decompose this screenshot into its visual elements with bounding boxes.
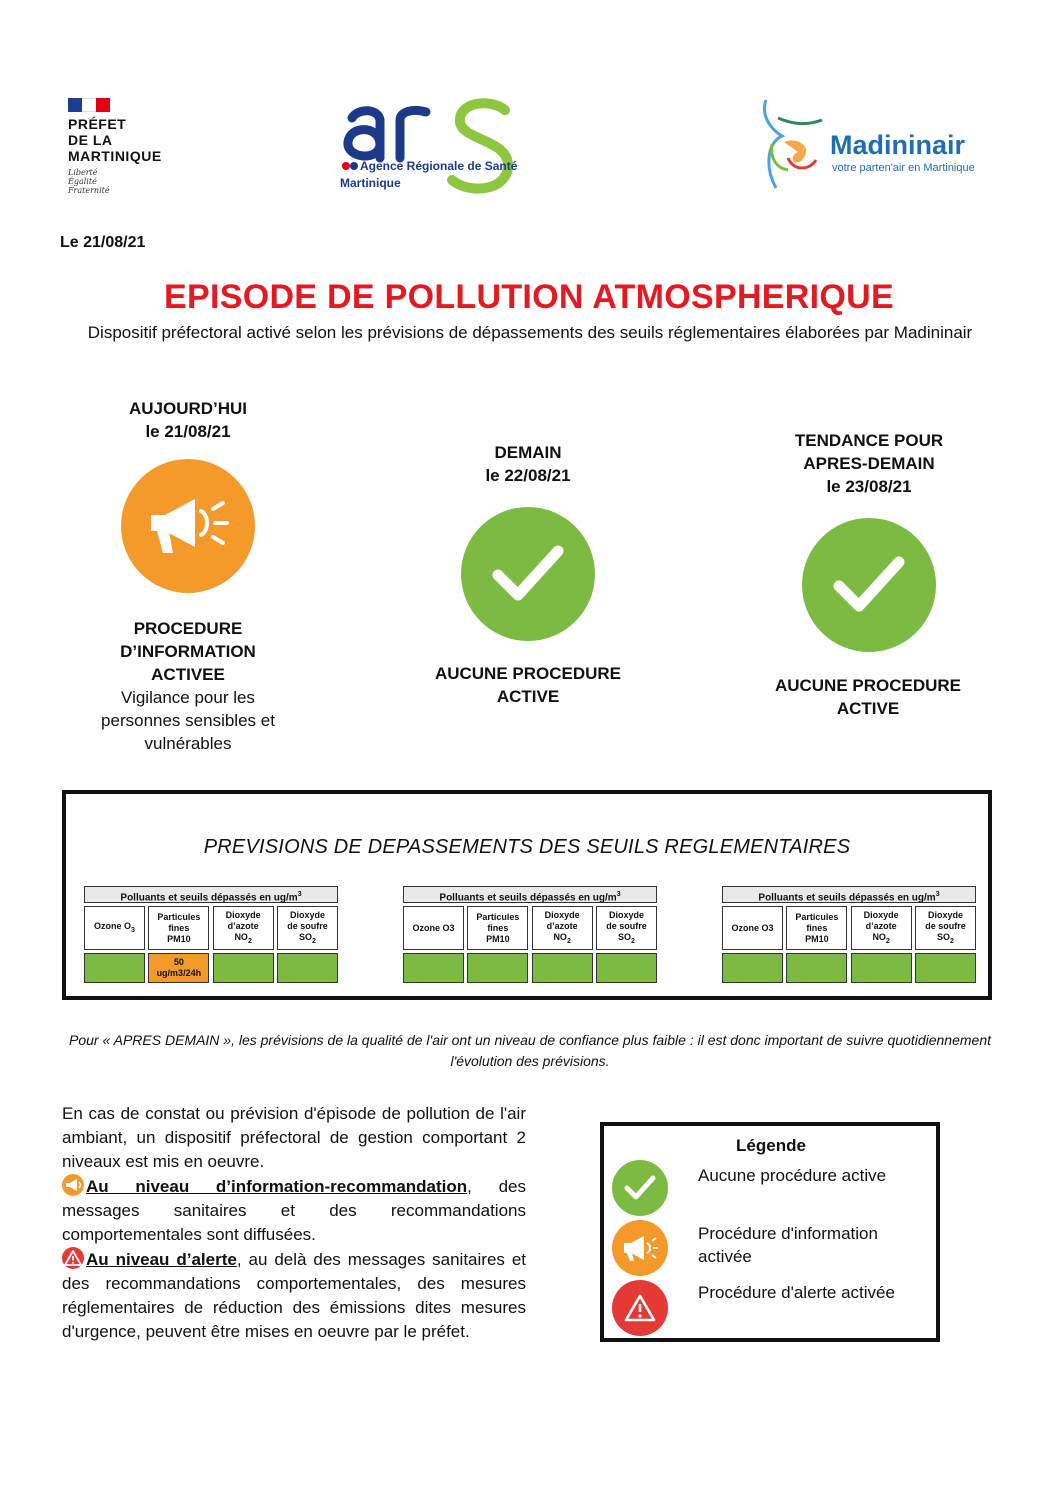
check-icon	[488, 539, 568, 609]
pollutant-value-cell	[403, 953, 464, 983]
legend-box	[600, 1122, 940, 1342]
level2-text: , au delà des messages sanitaires et des recommandations comportementales, des mesures réglementaires de réduction des émissions dites mesures d'urgence, peuvent être mises en oeuvre par le préfet.	[62, 1250, 526, 1341]
day-result-tomorrow	[406, 662, 650, 708]
col-line: PM10	[486, 933, 510, 944]
col-line: Dioxyde	[863, 909, 899, 920]
pollutant-col-so2	[596, 906, 657, 950]
pollutant-value-cell	[277, 953, 338, 983]
explanation-text	[62, 1102, 526, 1344]
day-heading-line: DEMAIN	[494, 443, 562, 462]
col-sub: 2	[247, 937, 252, 945]
day-column-today	[86, 397, 290, 443]
pollutant-value-cell	[467, 953, 528, 983]
french-flag-icon	[68, 98, 110, 112]
pollutant-value-cell	[851, 953, 912, 983]
legend-megaphone-circle	[612, 1220, 668, 1276]
pollutant-value-cell	[596, 953, 657, 983]
legend-label	[698, 1222, 878, 1268]
legend-label: Procédure d'alerte activée	[698, 1283, 895, 1302]
warning-icon	[62, 1247, 84, 1269]
col-line: PM10	[805, 933, 829, 944]
day-column-tomorrow	[426, 441, 630, 487]
day-heading-line: AUJOURD’HUI	[128, 399, 248, 418]
pollutant-col-pm10	[786, 906, 847, 950]
pollutant-value-cell	[786, 953, 847, 983]
madininair-logo	[758, 96, 998, 196]
explanation-intro: En cas de constat ou prévision d'épisode de pollution de l'air ambiant, un dispositif préfectoral de gestion comportant 2 niveaux est mis en oeuvre.	[62, 1104, 526, 1171]
day-heading-date: le 23/08/21	[826, 477, 912, 496]
day-result-after-tomorrow	[746, 674, 990, 720]
day-result-line: D’INFORMATION	[120, 642, 256, 661]
day-detail-line: vulnérables	[144, 734, 232, 753]
header-sup: 3	[935, 891, 940, 898]
legend-label-line: activée	[698, 1247, 752, 1266]
col-line: fines	[806, 922, 828, 933]
col-sub: 2	[885, 937, 890, 945]
day-heading-line: APRES-DEMAIN	[803, 454, 935, 473]
legend-title: Légende	[736, 1136, 806, 1155]
megaphone-icon	[62, 1174, 84, 1196]
col-line: de soufre	[925, 920, 966, 931]
page-subtitle: Dispositif préfectoral activé selon les prévisions de dépassements des seuils réglementaires élaborées par Madininair	[87, 323, 973, 342]
day-heading-date: le 22/08/21	[485, 466, 571, 485]
pollutant-table-header	[403, 886, 657, 903]
pollutant-value-cell	[213, 953, 274, 983]
header-text: Polluants et seuils dépassés en ug/m	[758, 892, 936, 904]
pollutant-col-pm10	[148, 906, 209, 950]
day-result-line: ACTIVE	[836, 699, 900, 718]
legend-label: Aucune procédure active	[698, 1166, 887, 1185]
col-line: NO	[553, 931, 567, 942]
col-line: fines	[168, 922, 190, 933]
day-result-line: PROCEDURE	[133, 619, 243, 638]
day-result-line: AUCUNE PROCEDURE	[434, 664, 622, 683]
pollutant-col-ozone: Ozone O3	[403, 906, 464, 950]
day-result-line: ACTIVE	[496, 687, 560, 706]
day-result-today	[76, 617, 300, 755]
header-sup: 3	[616, 891, 621, 898]
col-sub: 3	[131, 926, 135, 934]
col-line: d’azote	[227, 920, 259, 931]
prefet-line: DE LA	[68, 132, 113, 148]
day-heading-date: le 21/08/21	[145, 422, 231, 441]
col-line: de soufre	[606, 920, 647, 931]
pollutant-value-cell	[532, 953, 593, 983]
status-circle-tomorrow	[461, 507, 595, 641]
col-sub: 2	[312, 937, 316, 945]
madininair-name: Madininair	[830, 130, 966, 160]
pollutant-col-so2	[277, 906, 338, 950]
day-detail-line: Vigilance pour les	[121, 688, 255, 707]
col-line: fines	[487, 922, 509, 933]
col-line: SO	[937, 931, 951, 942]
forecast-title: PREVISIONS DE DEPASSEMENTS DES SEUILS REGLEMENTAIRES	[203, 836, 851, 858]
col-line: Dioxyde	[608, 909, 644, 920]
pollutant-table-tomorrow	[403, 886, 657, 983]
col-line: SO	[618, 931, 632, 942]
pollutant-col-no2	[532, 906, 593, 950]
megaphone-icon	[620, 1232, 660, 1264]
forecast-panel	[62, 790, 992, 1000]
pollutant-value-cell	[722, 953, 783, 983]
pollutant-table-today	[84, 886, 338, 983]
madininair-bird-icon	[758, 96, 828, 196]
col-line: de soufre	[287, 920, 328, 931]
status-circle-today	[121, 459, 255, 593]
col-line: Ozone O	[94, 920, 132, 931]
pollutant-value-cell	[84, 953, 145, 983]
level2-label: Au niveau d’alerte	[86, 1250, 237, 1269]
pollutant-col-no2	[851, 906, 912, 950]
level1-text: , des messages sanitaires et des recommandations comportementales sont diffusées.	[62, 1177, 526, 1244]
check-icon	[829, 550, 909, 620]
prefet-logo	[68, 98, 198, 195]
prefet-motto-line: Égalité	[68, 177, 97, 186]
ars-region-name: Martinique	[340, 176, 401, 190]
level1-label: Au niveau d’information-recommandation	[86, 1177, 468, 1196]
confidence-note: Pour « APRES DEMAIN », les prévisions de la qualité de l'air ont un niveau de confiance plus faible : il est donc important de suivre quotidiennement l'évolution des prévisions.	[68, 1032, 991, 1069]
prefet-line: PRÉFET	[68, 116, 127, 132]
col-line: d’azote	[865, 920, 897, 931]
day-column-after-tomorrow	[764, 429, 974, 498]
col-line: PM10	[167, 933, 191, 944]
col-line: NO	[234, 931, 248, 942]
check-icon	[622, 1172, 658, 1204]
warning-icon	[622, 1292, 658, 1324]
col-line: Dioxyde	[544, 909, 580, 920]
header-sup: 3	[297, 891, 302, 898]
legend-label-line: Procédure d'information	[698, 1224, 878, 1243]
header-text: Polluants et seuils dépassés en ug/m	[439, 892, 617, 904]
pollutant-col-no2	[213, 906, 274, 950]
day-result-line: AUCUNE PROCEDURE	[774, 676, 962, 695]
prefet-motto-line: Liberté	[68, 168, 98, 177]
prefet-motto-line: Fraternité	[68, 186, 110, 195]
page-title: EPISODE DE POLLUTION ATMOSPHERIQUE	[164, 278, 894, 316]
col-line: SO	[299, 931, 313, 942]
col-sub: 2	[566, 937, 571, 945]
col-line: Particules	[795, 911, 839, 922]
pollutant-col-ozone	[84, 906, 145, 950]
prefet-line: MARTINIQUE	[68, 148, 162, 164]
status-circle-after-tomorrow	[802, 518, 936, 652]
day-detail-line: personnes sensibles et	[101, 711, 275, 730]
col-line: Dioxyde	[225, 909, 261, 920]
legend-check-circle	[612, 1160, 668, 1216]
col-sub: 2	[950, 937, 954, 945]
pollutant-col-so2	[915, 906, 976, 950]
col-sub: 2	[631, 937, 635, 945]
col-line: Dioxyde	[289, 909, 325, 920]
pollutant-col-ozone: Ozone O3	[722, 906, 783, 950]
bulletin-date: Le 21/08/21	[60, 234, 146, 251]
col-line: Particules	[476, 911, 520, 922]
pollutant-col-pm10	[467, 906, 528, 950]
col-line: NO	[872, 931, 886, 942]
day-heading-line: TENDANCE POUR	[794, 431, 944, 450]
pollutant-value-cell: 50 ug/m3/24h	[148, 953, 209, 983]
pollutant-table-header	[722, 886, 976, 903]
col-line: Dioxyde	[927, 909, 963, 920]
megaphone-icon	[143, 491, 233, 561]
col-line: d’azote	[546, 920, 578, 931]
ars-logo	[340, 90, 530, 205]
pollutant-table-header	[84, 886, 338, 903]
madininair-tagline: votre parten'air en Martinique	[832, 162, 975, 174]
pollutant-table-after-tomorrow	[722, 886, 976, 983]
legend-warning-circle	[612, 1280, 668, 1336]
col-line: Particules	[157, 911, 201, 922]
day-result-line: ACTIVEE	[151, 665, 225, 684]
header-text: Polluants et seuils dépassés en ug/m	[120, 892, 298, 904]
pollutant-value-cell	[915, 953, 976, 983]
ars-agency-name: Agence Régionale de Santé	[360, 159, 518, 173]
